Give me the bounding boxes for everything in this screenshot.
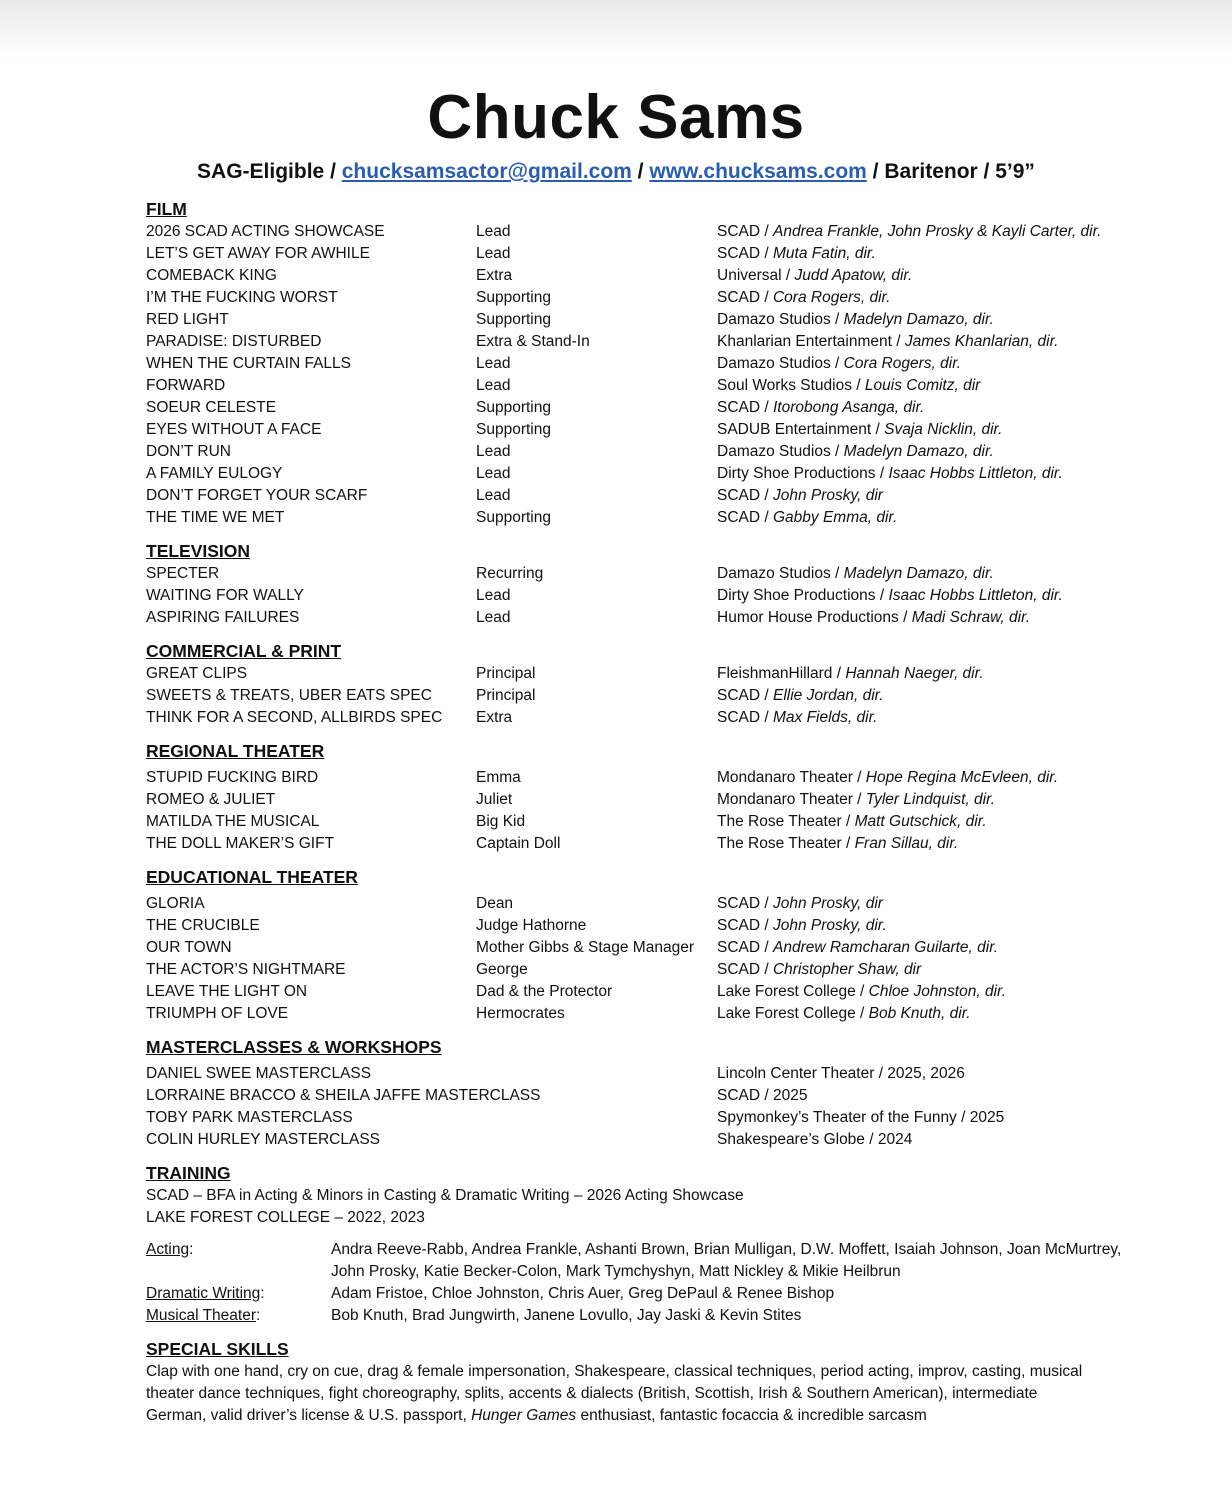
credit-director: Hannah Naeger, dir. (845, 665, 984, 682)
credit-row (146, 915, 1126, 937)
section-title-film: FILM (146, 199, 187, 219)
height: 5’9” (995, 160, 1035, 183)
skill-italic: Hunger Games (471, 1407, 577, 1424)
separator: / (631, 160, 650, 183)
credit-role: Supporting (476, 421, 551, 438)
credit-title: ROMEO & JULIET (146, 791, 276, 808)
credits-educational-theater (146, 893, 1126, 1025)
credit-row (146, 441, 1126, 463)
teachers-dramatic-writing: Dramatic Writing: Adam Fristoe, Chloe Johnston, Chris Auer, Greg DePaul & Renee Bishop (146, 1283, 1126, 1305)
contact-line (0, 158, 1232, 186)
credit-title: DON’T FORGET YOUR SCARF (146, 487, 368, 504)
credit-role: Dean (476, 895, 514, 912)
separator: / (324, 160, 342, 183)
credit-row (146, 685, 1126, 707)
credit-role: Supporting (476, 311, 551, 328)
teachers-musical-theater: Musical Theater: Bob Knuth, Brad Jungwirth, Janene Lovullo, Jay Jaski & Kevin Stites (146, 1305, 1126, 1327)
credit-role: Lead (476, 465, 511, 482)
credit-role: Judge Hathorne (476, 917, 587, 934)
voice-type: Baritenor (884, 160, 978, 183)
credit-row (146, 309, 1126, 331)
credit-company: SCAD / John Prosky, dir (717, 487, 883, 504)
credits-commercial (146, 663, 1126, 729)
credit-director: Muta Fatin, dir. (772, 245, 876, 262)
masterclass-row (146, 1085, 1126, 1107)
masterclass-row (146, 1107, 1126, 1129)
credit-role: Principal (476, 687, 536, 704)
credit-company: SCAD / John Prosky, dir. (717, 917, 887, 934)
credit-director: Itorobong Asanga, dir. (772, 399, 925, 416)
credit-row (146, 811, 1126, 833)
credit-company: Mondanaro Theater / Tyler Lindquist, dir. (717, 791, 995, 808)
credit-company: Humor House Productions / Madi Schraw, dir. (717, 609, 1031, 626)
credit-director: John Prosky, dir. (772, 917, 887, 934)
section-title-television: TELEVISION (146, 541, 251, 561)
section-title-masterclasses: MASTERCLASSES & WORKSHOPS (146, 1037, 442, 1057)
credit-title: I’M THE FUCKING WORST (146, 289, 338, 306)
credit-title: THE TIME WE MET (146, 509, 285, 526)
credit-director: John Prosky, dir (772, 895, 883, 912)
masterclass-place: Shakespeare’s Globe / 2024 (717, 1131, 913, 1148)
credit-row (146, 981, 1126, 1003)
masterclass-name: DANIEL SWEE MASTERCLASS (146, 1065, 372, 1082)
credit-role: Lead (476, 487, 511, 504)
credit-company: SCAD / Muta Fatin, dir. (717, 245, 876, 262)
masterclass-name: LORRAINE BRACCO & SHEILA JAFFE MASTERCLASS (146, 1087, 541, 1104)
credit-row (146, 585, 1126, 607)
credit-company: SCAD / John Prosky, dir (717, 895, 883, 912)
teacher-names: Bob Knuth, Brad Jungwirth, Janene Lovullo, Jay Jaski & Kevin Stites (331, 1307, 802, 1324)
credit-row (146, 663, 1126, 685)
credit-director: Hope Regina McEvleen, dir. (865, 769, 1059, 786)
credit-title: THE ACTOR’S NIGHTMARE (146, 961, 346, 978)
credit-title: THE DOLL MAKER’S GIFT (146, 835, 335, 852)
credit-title: STUPID FUCKING BIRD (146, 769, 319, 786)
credit-director: Christopher Shaw, dir (772, 961, 922, 978)
credit-row (146, 353, 1126, 375)
credit-company: Mondanaro Theater / Hope Regina McEvleen, dir. (717, 769, 1059, 786)
credit-role: Principal (476, 665, 536, 682)
credit-company: Damazo Studios / Madelyn Damazo, dir. (717, 311, 994, 328)
credit-director: Fran Sillau, dir. (854, 835, 959, 852)
credit-director: Cora Rogers, dir. (772, 289, 891, 306)
teacher-label: Dramatic Writing (146, 1285, 261, 1302)
credit-title: SWEETS & TREATS, UBER EATS SPEC (146, 687, 432, 704)
credit-director: Isaac Hobbs Littleton, dir. (888, 587, 1063, 604)
separator: / (977, 160, 996, 183)
credit-role: Lead (476, 355, 511, 372)
credit-company: Dirty Shoe Productions / Isaac Hobbs Littleton, dir. (717, 587, 1063, 604)
credit-title: DON’T RUN (146, 443, 231, 460)
credit-row (146, 485, 1126, 507)
separator: / (866, 160, 885, 183)
training-school: LAKE FOREST COLLEGE – 2022, 2023 (146, 1209, 425, 1226)
credit-row (146, 419, 1126, 441)
credit-director: Tyler Lindquist, dir. (865, 791, 995, 808)
credit-director: Madelyn Damazo, dir. (843, 311, 994, 328)
credit-company: SCAD / Max Fields, dir. (717, 709, 878, 726)
masterclass-row (146, 1063, 1126, 1085)
teacher-names: Adam Fristoe, Chloe Johnston, Chris Auer, Greg DePaul & Renee Bishop (331, 1285, 835, 1302)
credit-company: The Rose Theater / Fran Sillau, dir. (717, 835, 959, 852)
credit-company: Soul Works Studios / Louis Comitz, dir (717, 377, 981, 394)
credit-director: Gabby Emma, dir. (772, 509, 898, 526)
credit-title: FORWARD (146, 377, 226, 394)
credit-title: THE CRUCIBLE (146, 917, 260, 934)
credit-company: Lake Forest College / Bob Knuth, dir. (717, 1005, 971, 1022)
credit-title: OUR TOWN (146, 939, 232, 956)
special-skills-text: Clap with one hand, cry on cue, drag & female impersonation, Shakespeare, classical techniques, period acting, improv, casting, musical theater dance techniques, fight choreography, splits, accents & dialects (British, Scottish, Irish & Southern American), intermediate German, valid driver’s license & U.S. passport, Hunger Games enthusiast, fantastic focaccia & incredible sarcasm (146, 1363, 1083, 1424)
credit-role: Supporting (476, 509, 551, 526)
credit-row (146, 221, 1126, 243)
credit-company: The Rose Theater / Matt Gutschick, dir. (717, 813, 987, 830)
masterclass-name: TOBY PARK MASTERCLASS (146, 1109, 353, 1126)
masterclass-name: COLIN HURLEY MASTERCLASS (146, 1131, 380, 1148)
resume-body (146, 197, 1126, 1427)
credit-company: Damazo Studios / Madelyn Damazo, dir. (717, 565, 994, 582)
website-link[interactable]: www.chucksams.com (649, 160, 867, 183)
credit-role: Extra & Stand-In (476, 333, 590, 350)
credit-director: Cora Rogers, dir. (843, 355, 962, 372)
credit-company: SCAD / Andrea Frankle, John Prosky & Kayli Carter, dir. (717, 223, 1102, 240)
credit-role: Big Kid (476, 813, 526, 830)
teacher-label: Musical Theater (146, 1307, 256, 1324)
credit-row (146, 937, 1126, 959)
credit-director: Madelyn Damazo, dir. (843, 443, 994, 460)
credit-role: Lead (476, 377, 511, 394)
section-title-commercial: COMMERCIAL & PRINT (146, 641, 342, 661)
credit-row (146, 707, 1126, 729)
credit-director: Louis Comitz, dir (864, 377, 981, 394)
credit-company: SCAD / Andrew Ramcharan Guilarte, dir. (717, 939, 999, 956)
credit-title: COMEBACK KING (146, 267, 277, 284)
credit-director: Max Fields, dir. (772, 709, 878, 726)
credit-director: Matt Gutschick, dir. (854, 813, 987, 830)
credit-role: Recurring (476, 565, 544, 582)
masterclass-place: SCAD / 2025 (717, 1087, 808, 1104)
credit-role: George (476, 961, 528, 978)
credit-title: TRIUMPH OF LOVE (146, 1005, 289, 1022)
credit-title: GLORIA (146, 895, 205, 912)
teacher-label: Acting (146, 1241, 190, 1258)
email-link[interactable]: chucksamsactor@gmail.com (341, 160, 632, 183)
credits-regional-theater (146, 767, 1126, 855)
credit-title: A FAMILY EULOGY (146, 465, 283, 482)
credit-title: 2026 SCAD ACTING SHOWCASE (146, 223, 385, 240)
credit-company: SCAD / Gabby Emma, dir. (717, 509, 898, 526)
credit-role: Mother Gibbs & Stage Manager (476, 939, 694, 956)
credit-role: Captain Doll (476, 835, 561, 852)
credit-director: Andrea Frankle, John Prosky & Kayli Carter, dir. (772, 223, 1102, 240)
credit-company: Khanlarian Entertainment / James Khanlarian, dir. (717, 333, 1059, 350)
credit-row (146, 1003, 1126, 1025)
credit-director: Madelyn Damazo, dir. (843, 565, 994, 582)
section-title-training: TRAINING (146, 1163, 231, 1183)
credit-role: Lead (476, 443, 511, 460)
credit-role: Lead (476, 245, 511, 262)
credit-row (146, 563, 1126, 585)
credit-role: Supporting (476, 399, 551, 416)
credit-director: Andrew Ramcharan Guilarte, dir. (772, 939, 999, 956)
credit-company: Lake Forest College / Chloe Johnston, dir. (717, 983, 1006, 1000)
training-school: SCAD – BFA in Acting & Minors in Casting & Dramatic Writing – 2026 Acting Showcase (146, 1187, 744, 1204)
credit-company: SCAD / Christopher Shaw, dir (717, 961, 922, 978)
credit-row (146, 767, 1126, 789)
credit-row (146, 893, 1126, 915)
masterclass-row (146, 1129, 1126, 1151)
teachers-acting: Acting: Andra Reeve-Rabb, Andrea Frankle, Ashanti Brown, Brian Mulligan, D.W. Moffett, Isaiah Johnson, Joan McMurtrey, John Prosky, Katie Becker-Colon, Mark Tymchyshyn, Matt Nickley & Mikie Heilbrun (146, 1239, 1126, 1283)
credit-company: SADUB Entertainment / Svaja Nicklin, dir. (717, 421, 1003, 438)
credit-company: FleishmanHillard / Hannah Naeger, dir. (717, 665, 984, 682)
credit-role: Lead (476, 609, 511, 626)
credit-director: Svaja Nicklin, dir. (884, 421, 1003, 438)
credit-company: SCAD / Cora Rogers, dir. (717, 289, 891, 306)
credit-company: SCAD / Itorobong Asanga, dir. (717, 399, 925, 416)
credit-row (146, 243, 1126, 265)
credits-film (146, 221, 1126, 529)
page-shadow (0, 0, 1232, 60)
credit-title: LEAVE THE LIGHT ON (146, 983, 308, 1000)
credit-company: SCAD / Ellie Jordan, dir. (717, 687, 884, 704)
section-title-special-skills: SPECIAL SKILLS (146, 1339, 289, 1359)
credit-title: GREAT CLIPS (146, 665, 248, 682)
section-title-regional-theater: REGIONAL THEATER (146, 741, 325, 761)
credit-row (146, 331, 1126, 353)
credit-row (146, 265, 1126, 287)
actor-name: Chuck Sams (427, 83, 805, 152)
credit-role: Supporting (476, 289, 551, 306)
credit-director: Madi Schraw, dir. (911, 609, 1031, 626)
credit-director: Judd Apatow, dir. (794, 267, 913, 284)
credit-row (146, 397, 1126, 419)
credit-title: EYES WITHOUT A FACE (146, 421, 322, 438)
credit-company: Damazo Studios / Madelyn Damazo, dir. (717, 443, 994, 460)
credit-row (146, 287, 1126, 309)
credit-director: James Khanlarian, dir. (904, 333, 1059, 350)
masterclass-place: Spymonkey’s Theater of the Funny / 2025 (717, 1109, 1005, 1126)
credit-role: Dad & the Protector (476, 983, 613, 1000)
credit-title: WHEN THE CURTAIN FALLS (146, 355, 351, 372)
credit-role: Juliet (476, 791, 513, 808)
credit-director: Chloe Johnston, dir. (868, 983, 1006, 1000)
credit-title: LET’S GET AWAY FOR AWHILE (146, 245, 370, 262)
credit-role: Emma (476, 769, 521, 786)
credit-title: ASPIRING FAILURES (146, 609, 300, 626)
credit-director: Isaac Hobbs Littleton, dir. (888, 465, 1063, 482)
credit-row (146, 959, 1126, 981)
credit-role: Extra (476, 267, 513, 284)
credit-role: Extra (476, 709, 513, 726)
credit-title: WAITING FOR WALLY (146, 587, 304, 604)
credit-row (146, 833, 1126, 855)
credit-title: RED LIGHT (146, 311, 229, 328)
teacher-names: Andra Reeve-Rabb, Andrea Frankle, Ashanti Brown, Brian Mulligan, D.W. Moffett, Isaiah Johnson, Joan McMurtrey, John Prosky, Katie Becker-Colon, Mark Tymchyshyn, Matt Nickley & Mikie Heilbrun (331, 1241, 1122, 1280)
credit-title: THINK FOR A SECOND, ALLBIRDS SPEC (146, 709, 443, 726)
credit-title: SPECTER (146, 565, 220, 582)
credit-director: Bob Knuth, dir. (868, 1005, 971, 1022)
credit-company: Dirty Shoe Productions / Isaac Hobbs Littleton, dir. (717, 465, 1063, 482)
section-title-educational-theater: EDUCATIONAL THEATER (146, 867, 358, 887)
credit-row (146, 507, 1126, 529)
masterclass-place: Lincoln Center Theater / 2025, 2026 (717, 1065, 965, 1082)
credit-row (146, 463, 1126, 485)
credit-role: Hermocrates (476, 1005, 565, 1022)
credit-row (146, 607, 1126, 629)
credit-director: Ellie Jordan, dir. (772, 687, 884, 704)
credit-title: PARADISE: DISTURBED (146, 333, 322, 350)
credit-row (146, 375, 1126, 397)
credit-title: SOEUR CELESTE (146, 399, 277, 416)
credit-role: Lead (476, 223, 511, 240)
credit-director: John Prosky, dir (772, 487, 883, 504)
credits-television (146, 563, 1126, 629)
credit-company: Damazo Studios / Cora Rogers, dir. (717, 355, 962, 372)
credit-company: Universal / Judd Apatow, dir. (717, 267, 913, 284)
credit-row (146, 789, 1126, 811)
credit-title: MATILDA THE MUSICAL (146, 813, 320, 830)
union-status: SAG-Eligible (197, 160, 325, 183)
credit-role: Lead (476, 587, 511, 604)
